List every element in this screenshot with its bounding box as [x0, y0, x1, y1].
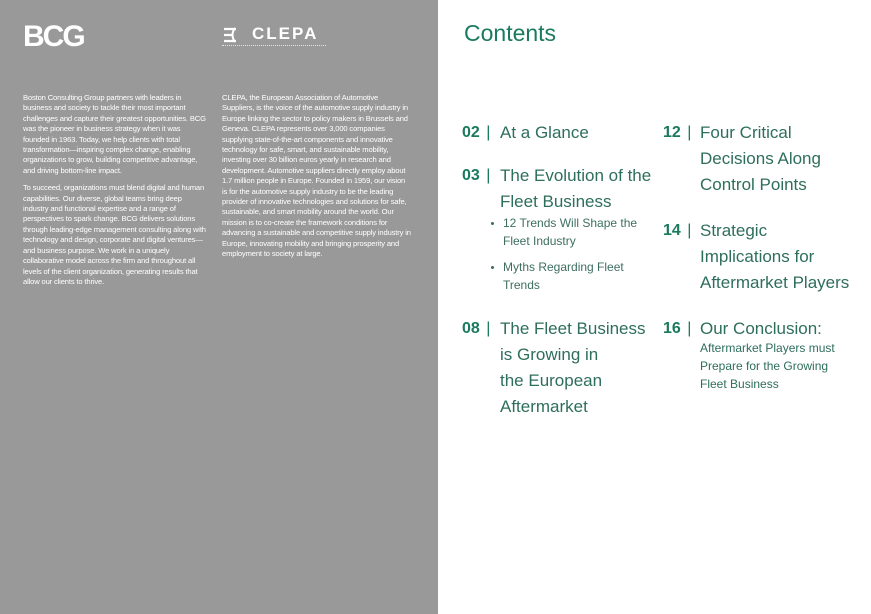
clepa-mark-icon [222, 24, 252, 46]
clepa-wordmark: CLEPA [252, 24, 319, 43]
toc-entry-title: The Evolution of the Fleet Business [500, 166, 652, 211]
toc-page-number: 08 | [462, 320, 491, 337]
contents-title: Contents [464, 20, 557, 46]
clepa-paragraph-1: CLEPA, the European Association of Automotive Suppliers, is the voice of the automotive supply industry in Europe linking the sector to policy makers in Brussels and Geneva. CLEPA represents over 3,000 companies supplying state-of-the-art components and innovative technology for safe, smart, and sustainable mobility, investing over 30 billion euros yearly in research and development. Automotive suppliers directly employ about 1.7 million people in Europe. Founded in 1959, our vision is for the automotive supply industry to be the leading provider of innovative technologies and solutions for safe, sustainable, and smart mobility around the world. Our mission is to co-create the framework conditions for advancing a sustainable and competitive supply industry in Europe, innovating mobility and bringing prosperity and employment to society at large. [222, 93, 411, 259]
bcg-paragraph-1: Boston Consulting Group partners with leaders in business and society to tackle their most important challenges and capture their greatest opportunities. BCG was the pioneer in business strategy when it was founded in 1963. Today, we help clients with total transformation—inspiring complex change, enabling organizations to grow, building competitive advantage, and driving bottom-line impact. [23, 93, 206, 175]
toc-entry-title: Strategic Implications for Aftermarket Players [700, 221, 850, 292]
bcg-logo: BCG [23, 20, 84, 53]
bcg-paragraph-2: To succeed, organizations must blend digital and human capabilities. Our diverse, global teams bring deep industry and functional expertise and a range of perspectives to spark change. BCG delivers solutions through leading-edge management consulting along with technology and design, corporate and digital ventures—and business purpose. We work in a uniquely collaborative model across the firm and throughout all levels of the client organization, generating results that allow our clients to thrive. [23, 183, 206, 286]
toc-page-number: 03 | [462, 167, 491, 184]
toc-page-number: 14 | [663, 222, 692, 239]
bcg-description [23, 93, 208, 294]
toc-entry-title: Four Critical Decisions Along Control Points [700, 123, 821, 194]
clepa-description [222, 93, 412, 267]
clepa-logo [222, 24, 332, 50]
toc-entry-16-subtitle: Aftermarket Players must Prepare for the Growing Fleet Business [700, 341, 835, 391]
toc-entry-title: At a Glance [500, 123, 589, 142]
toc-subsection-item[interactable]: Myths Regarding Fleet Trends [503, 258, 637, 294]
toc-subsection-item[interactable]: 12 Trends Will Shape the Fleet Industry [503, 216, 638, 248]
toc-entry-title: Our Conclusion: [700, 319, 822, 338]
clepa-tagline-rule [222, 45, 326, 48]
toc-page-number: 12 | [663, 124, 692, 141]
toc-page-number: 16 | [663, 320, 692, 337]
toc-page-number: 02 | [462, 124, 491, 141]
toc-subsections-03 [503, 214, 637, 302]
toc-entry-title: The Fleet Business is Growing in the European Aftermarket [500, 319, 646, 416]
